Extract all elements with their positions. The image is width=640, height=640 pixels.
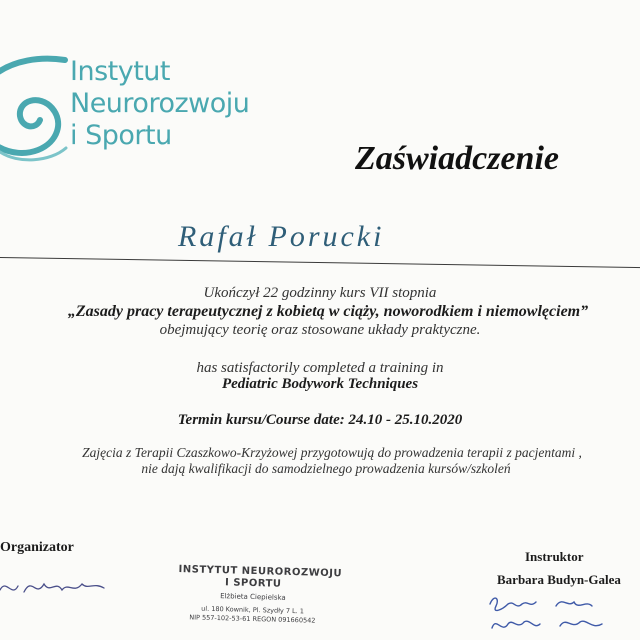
instructor-signature bbox=[482, 590, 622, 638]
institute-logo-text bbox=[70, 56, 249, 152]
stamp-line-1: INSTYTUT NEUROROZWOJU bbox=[178, 564, 343, 580]
institute-logo-icon bbox=[0, 52, 80, 167]
recipient-name: Rafał Porucki bbox=[178, 220, 385, 253]
stamp-line-2: I SPORTU bbox=[224, 577, 282, 590]
stamp-line-5: NIP 557-102-53-61 REGON 091660542 bbox=[189, 613, 316, 625]
course-title-pl: „Zasady pracy terapeutycznej z kobietą w ciąży, noworodkiem i niemowlęciem” bbox=[67, 303, 589, 320]
instructor-label: Instruktor bbox=[525, 549, 584, 564]
divider-line bbox=[0, 257, 640, 268]
course-completion-line: Ukończył 22 godzinny kurs VII stopnia bbox=[203, 285, 437, 301]
stamp-line-4: ul. 180 Kownik, Pl. Szydły 7 L. 1 bbox=[201, 604, 305, 616]
instructor-name: Barbara Budyn-Galea bbox=[497, 572, 621, 587]
organizer-stamp bbox=[177, 564, 343, 625]
disclaimer-line-1: Zajęcia z Terapii Czaszkowo-Krzyżowej przygotowują do prowadzenia terapii z pacjentami , bbox=[82, 445, 582, 460]
course-title-en: Pediatric Bodywork Techniques bbox=[221, 376, 419, 392]
course-scope-line: obejmujący teorię oraz stosowane układy praktyczne. bbox=[159, 322, 481, 338]
stamp-line-3: Elżbieta Ciepielska bbox=[220, 592, 286, 602]
logo-line-2: Neurorozwoju bbox=[70, 88, 250, 119]
logo-line-3: i Sportu bbox=[70, 120, 172, 151]
organizer-label: Organizator bbox=[0, 540, 74, 555]
organizer-signature bbox=[0, 568, 116, 608]
course-date: Termin kursu/Course date: 24.10 - 25.10.2020 bbox=[177, 412, 463, 428]
disclaimer-line-2: nie dają kwalifikacji do samodzielnego prowadzenia kursów/szkoleń bbox=[141, 461, 511, 476]
certificate-title: Zaświadczenie bbox=[355, 140, 559, 177]
completion-line-en: has satisfactorily completed a training in bbox=[196, 360, 444, 376]
logo-line-1: Instytut bbox=[70, 56, 170, 87]
